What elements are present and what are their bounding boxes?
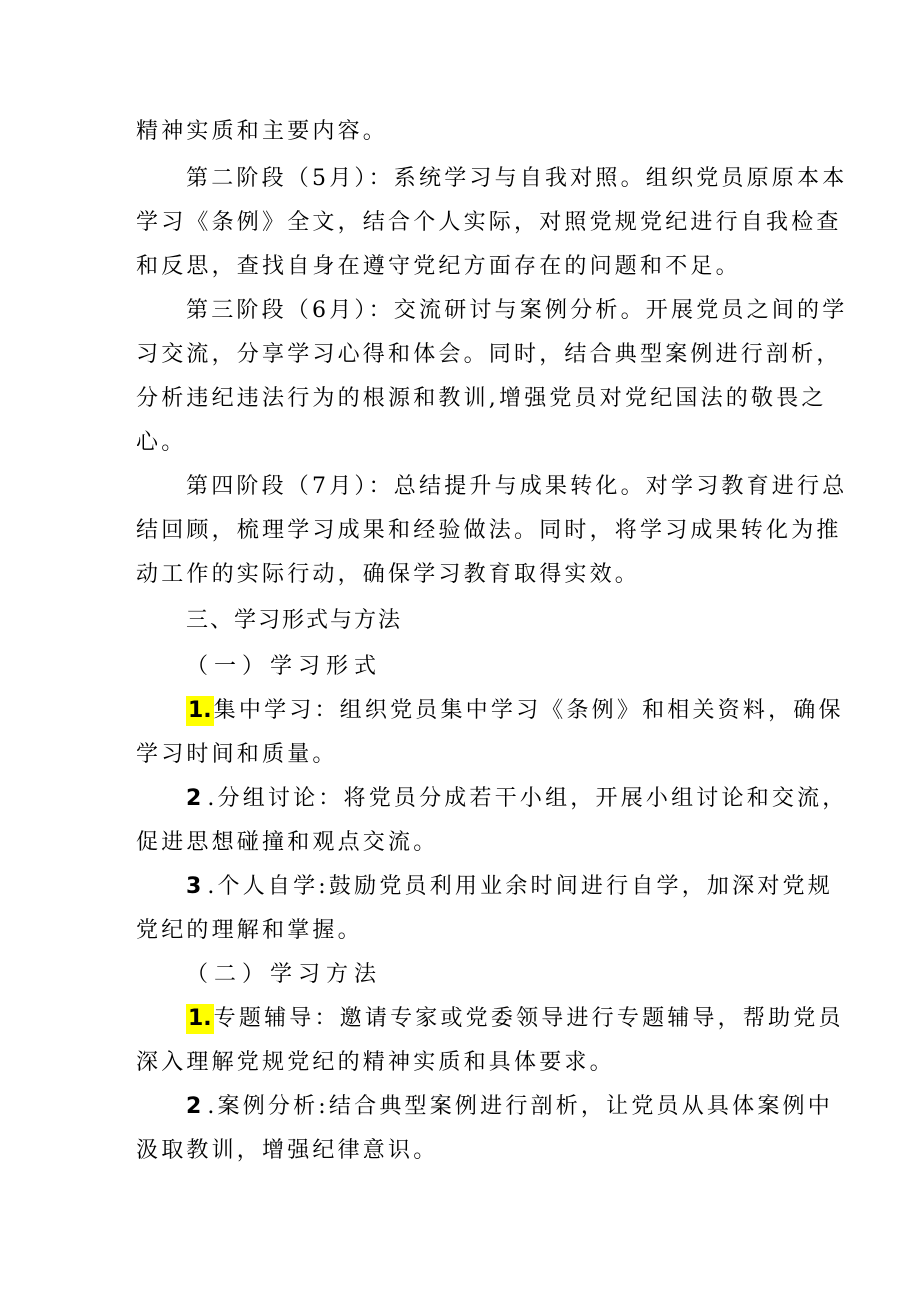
phase-two-line: 第二阶段（5月）：系统学习与自我对照。组织党员原原本本: [186, 166, 848, 191]
text-line: 和反思，查找自身在遵守党纪方面存在的问题和不足。: [136, 254, 741, 279]
list-number-highlighted: 1.: [186, 696, 214, 726]
list-item-text: .个人自学:鼓励党员利用业余时间进行自学，加深对党规: [207, 874, 833, 899]
list-item-continuation: 深入理解党规党纪的精神实质和具体要求。: [136, 1050, 615, 1075]
text-line: 习交流，分享学习心得和体会。同时，结合典型案例进行剖析，: [136, 342, 842, 367]
phase-four-line: 第四阶段（7月）：总结提升与成果转化。对学习教育进行总: [186, 474, 848, 499]
list-item-continuation: 学习时间和质量。: [136, 742, 338, 767]
list-item-continuation: 促进思想碰撞和观点交流。: [136, 830, 439, 855]
list-number: 2: [186, 786, 202, 811]
subsection-heading-methods: （二）学习方法: [186, 962, 383, 987]
subsection-heading-forms: （一）学习形式: [186, 654, 383, 679]
list-item-continuation: 党纪的理解和掌握。: [136, 918, 363, 943]
list-number: 3: [186, 874, 202, 899]
list-item-continuation: 汲取教训，增强纪律意识。: [136, 1138, 439, 1163]
list-item-text: 专题辅导：邀请专家或党委领导进行专题辅导，帮助党员: [213, 1006, 844, 1031]
list-item: [186, 1004, 846, 1034]
text-line: 精神实质和主要内容。: [136, 119, 389, 144]
list-item: [186, 1092, 846, 1122]
list-item: [186, 784, 846, 814]
text-line: 动工作的实际行动，确保学习教育取得实效。: [136, 562, 641, 587]
text-line: 结回顾，梳理学习成果和经验做法。同时，将学习成果转化为推: [136, 518, 842, 543]
list-item-text: .案例分析:结合典型案例进行剖析，让党员从具体案例中: [207, 1094, 833, 1119]
list-item: [186, 872, 846, 902]
list-item-text: 集中学习：组织党员集中学习《条例》和相关资料，确保: [213, 698, 844, 723]
section-heading: 三、学习形式与方法: [186, 608, 403, 633]
phase-three-line: 第三阶段（6月）：交流研讨与案例分析。开展党员之间的学: [186, 298, 848, 323]
list-item: [186, 696, 846, 726]
list-item-text: .分组讨论：将党员分成若干小组，开展小组讨论和交流，: [207, 786, 848, 811]
list-number: 2: [186, 1094, 202, 1119]
text-line: 心。: [136, 430, 187, 455]
text-line: 分析违纪违法行为的根源和教训,增强党员对党纪国法的敬畏之: [136, 386, 827, 411]
text-line: 学习《条例》全文，结合个人实际，对照党规党纪进行自我检查: [136, 210, 842, 235]
list-number-highlighted: 1.: [186, 1004, 214, 1034]
